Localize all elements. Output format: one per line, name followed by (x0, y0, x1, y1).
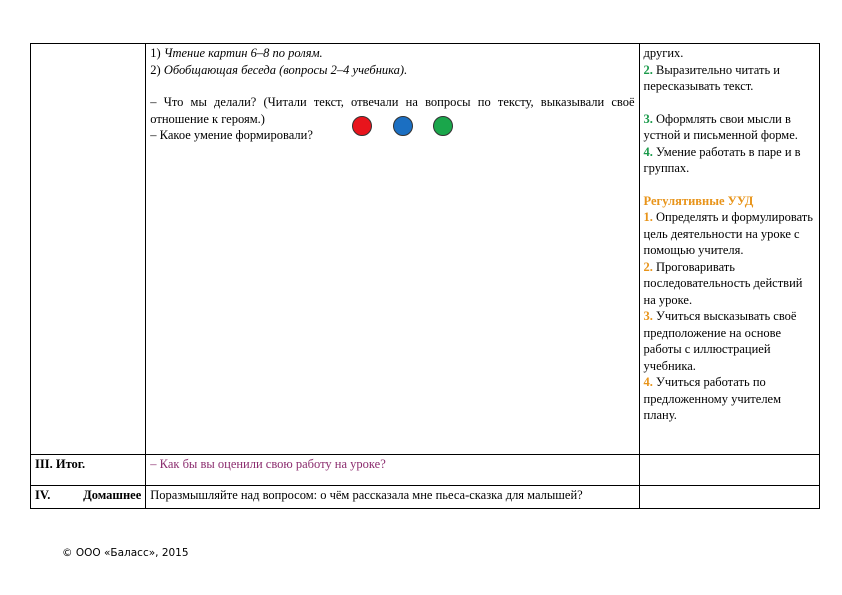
activity-line-1: 1) Чтение картин 6–8 по ролям. (150, 46, 323, 60)
table-row-itog (31, 455, 820, 486)
activity-line-2: 2) Обобщающая беседа (вопросы 2–4 учебника). (150, 62, 408, 77)
regulative-item-3: 3. Учиться высказывать своё предположение на основе работы с иллюстрацией учебника. (643, 309, 797, 373)
regulative-item-2: 2. Проговаривать последовательность действий на уроке. (643, 259, 803, 307)
blue-circle-icon (393, 116, 413, 136)
question-2: – Какое умение формировали? (150, 128, 313, 142)
table-row-homework (31, 486, 820, 509)
regulative-item-1: 1. Определять и формулировать цель деятельности на уроке с помощью учителя. (643, 210, 813, 257)
copyright-footer: © ООО «Баласс», 2015 (62, 547, 189, 559)
outcomes-cell (639, 44, 819, 455)
outcome-item-2: 2. Выразительно читать и пересказывать текст. (643, 62, 780, 93)
outcome-item-3: 3. Оформлять свои мысли в устной и письменной форме. (643, 111, 798, 142)
homework-text: Поразмышляйте над вопросом: о чём рассказала мне пьеса-сказка для малышей? (146, 486, 639, 509)
homework-empty (639, 486, 819, 509)
question-1: – Что мы делали? (Читали текст, отвечали на вопросы по тексту, выказывали своё отношение к героям.) (150, 95, 635, 126)
table-row-activities (31, 44, 820, 455)
red-circle-icon (352, 116, 372, 136)
outcome-item-4: 4. Умение работать в паре и в группах. (643, 144, 801, 175)
itog-question: – Как бы вы оценили свою работу на уроке? (146, 455, 639, 486)
itog-empty (639, 455, 819, 486)
lesson-table (30, 43, 820, 509)
activities-cell (146, 44, 639, 455)
outcome-fragment: других. (643, 46, 684, 60)
itog-label: III. Итог. (31, 455, 146, 486)
homework-label: IV. Домашнее (31, 486, 146, 509)
stage-cell-empty (31, 44, 146, 455)
regulative-title: Регулятивные УУД (643, 193, 754, 208)
regulative-item-4: 4. Учиться работать по предложенному учителем плану. (643, 375, 782, 422)
green-circle-icon (433, 116, 453, 136)
